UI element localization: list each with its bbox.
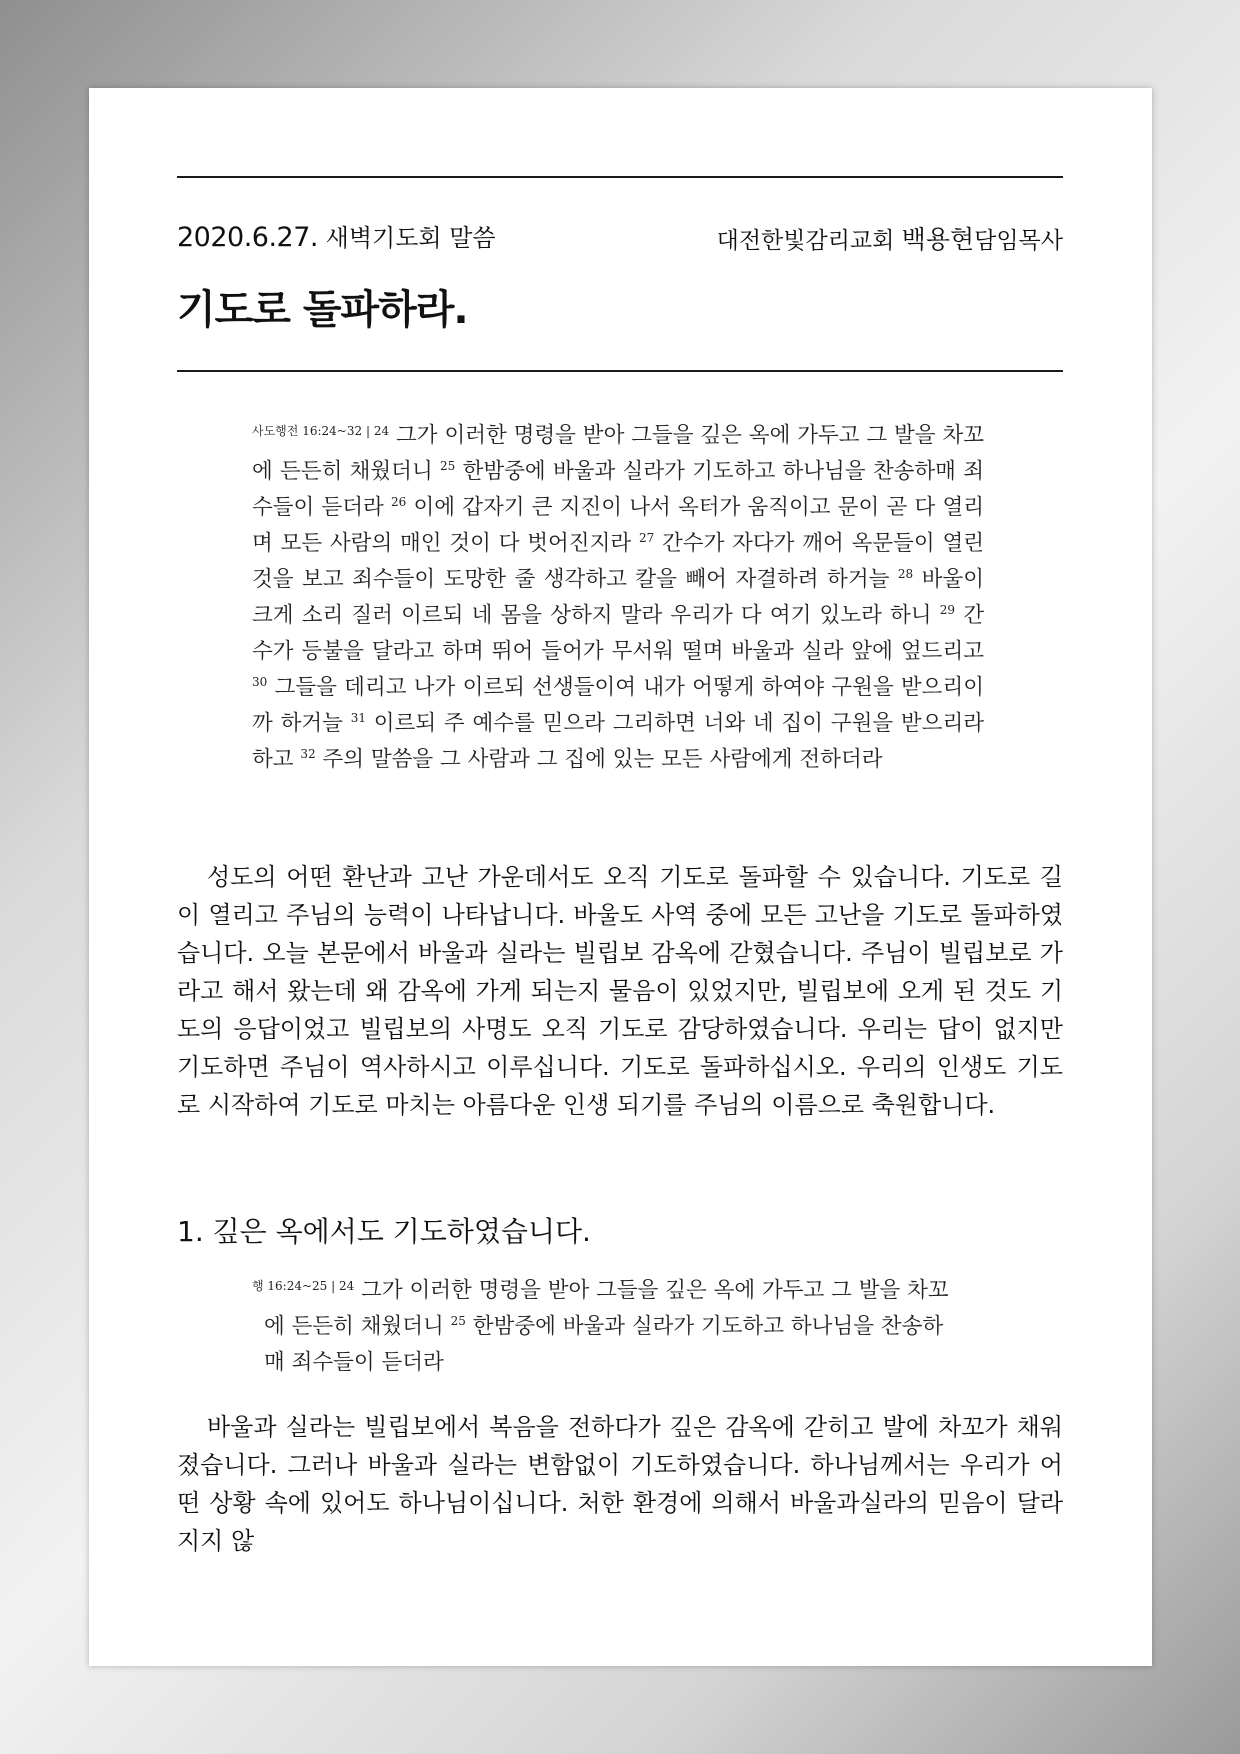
verse-text: 간수가 등불을 달라고 하며 뛰어 들어가 무서워 떨며 바울과 실라 앞에 엎드리고 xyxy=(252,603,984,664)
verse-number: 25 xyxy=(450,1314,466,1328)
scripture-line xyxy=(252,1309,984,1345)
verse-number: 28 xyxy=(897,567,914,581)
verse-text: 그가 이러한 명령을 받아 그들을 깊은 옥에 가두고 그 발을 차꼬 xyxy=(361,1278,949,1303)
verse-text: 한밤중에 바울과 실라가 기도하고 하나님을 찬송하매 죄수들이 듣더라 xyxy=(252,459,985,520)
verse-text: 이르되 주 예수를 믿으라 그리하면 너와 네 집이 구원을 받으리라 하고 xyxy=(252,711,984,772)
verse-number: 26 xyxy=(391,495,407,509)
scripture-line xyxy=(252,1345,984,1381)
verse-text: 간수가 자다가 깨어 옥문들이 열린 것을 보고 죄수들이 도망한 줄 생각하고 칼을 빼어 자결하려 하거늘 xyxy=(252,531,985,592)
verse-number: 31 xyxy=(350,711,366,725)
verse-text: 이에 갑자기 큰 지진이 나서 옥터가 움직이고 문이 곧 다 열리며 모든 사람의 매인 것이 다 벗어진지라 xyxy=(252,495,984,556)
verse-text: 바울이 크게 소리 질러 이르되 네 몸을 상하지 말라 우리가 다 여기 있노라 하니 xyxy=(252,567,984,628)
pastor-title: 담임목사 xyxy=(974,228,1063,254)
sermon-date: 2020.6.27. xyxy=(177,222,318,253)
verse-number: 29 xyxy=(939,603,956,617)
verse-number: 30 xyxy=(252,675,268,689)
scripture-line xyxy=(252,1268,984,1309)
verse-text: 그들을 데리고 나가 이르되 선생들이여 내가 어떻게 하여야 구원을 받으리이까 하거늘 xyxy=(252,675,984,736)
verse-text: 주의 말씀을 그 사람과 그 집에 있는 모든 사람에게 전하더라 xyxy=(322,747,883,772)
section-paragraph-block xyxy=(177,1408,1063,1560)
document-page xyxy=(89,88,1152,1666)
intro-paragraph-block xyxy=(177,858,1063,1124)
intro-paragraph: 성도의 어떤 환난과 고난 가운데서도 오직 기도로 돌파할 수 있습니다. 기도로 길이 열리고 주님의 능력이 나타납니다. 바울도 사역 중에 모든 고난을 기도로 돌파하였습니다. 오늘 본문에서 바울과 실라는 빌립보 감옥에 갇혔습니다. 주님이 빌립보로 가라고 해서 왔는데 왜 감옥에 가게 되는지 물음이 있었지만, 빌립보에 오게 된 것도 기도의 응답이었고 빌립보의 사명도 오직 기도로 감당하였습니다. 우리는 답이 없지만 기도하면 주님이 역사하시고 이루십니다. 기도로 돌파하십시오. 우리의 인생도 기도로 시작하여 기도로 마치는 아름다운 인생 되기를 주님의 이름으로 축원합니다. xyxy=(177,863,1063,1119)
section-heading: 1. 깊은 옥에서도 기도하였습니다. xyxy=(177,1215,591,1248)
pastor-name: 백용현 xyxy=(901,225,975,254)
scripture-reference: 행 16:24~25 | 24 xyxy=(252,1279,355,1293)
section-scripture-passage xyxy=(252,1268,984,1381)
verse-number: 27 xyxy=(638,531,655,545)
church-name: 대전한빛감리교회 xyxy=(716,228,895,254)
verse-text: 매 죄수들이 듣더라 xyxy=(264,1350,444,1375)
main-scripture-passage xyxy=(252,413,984,778)
verse-number: 32 xyxy=(300,747,316,761)
church-pastor-line xyxy=(717,220,1063,256)
sermon-title: 기도로 돌파하라. xyxy=(177,287,468,333)
sermon-date-line xyxy=(177,218,496,253)
verse-number: 25 xyxy=(440,459,456,473)
service-name: 새벽기도회 말씀 xyxy=(325,224,496,252)
top-divider xyxy=(177,176,1063,178)
verse-text: 한밤중에 바울과 실라가 기도하고 하나님을 찬송하 xyxy=(472,1314,944,1339)
section-paragraph: 바울과 실라는 빌립보에서 복음을 전하다가 깊은 감옥에 갇히고 발에 차꼬가 채워졌습니다. 그러나 바울과 실라는 변함없이 기도하였습니다. 하나님께서는 우리가 어떤 상황 속에 있어도 하나님이십니다. 처한 환경에 의해서 바울과실라의 믿음이 달라지지 않 xyxy=(177,1413,1063,1555)
verse-text: 에 든든히 채웠더니 xyxy=(264,1314,444,1339)
title-divider xyxy=(177,370,1063,372)
verse-text: 그가 이러한 명령을 받아 그들을 깊은 옥에 가두고 그 발을 차꼬에 든든히 채웠더니 xyxy=(252,423,984,484)
scripture-reference: 사도행전 16:24~32 | 24 xyxy=(252,424,390,438)
